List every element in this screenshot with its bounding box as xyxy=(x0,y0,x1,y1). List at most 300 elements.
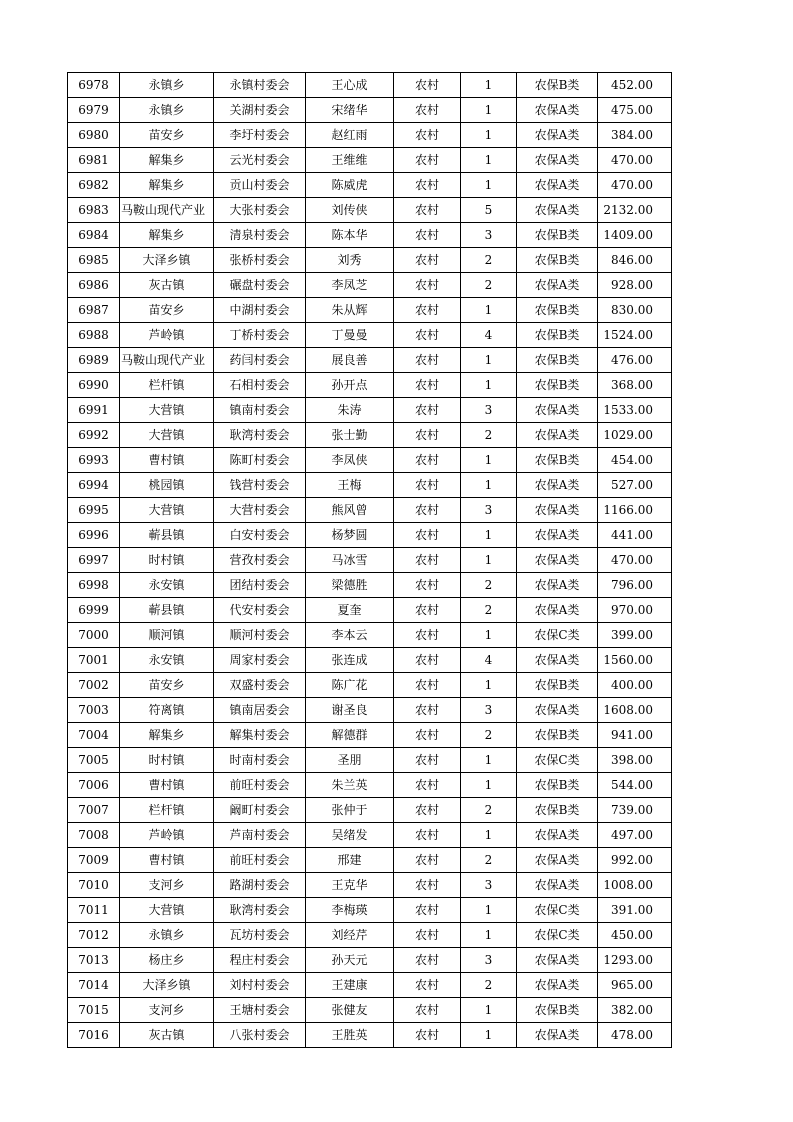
table-row xyxy=(68,748,672,773)
cell-member-count: 3 xyxy=(461,498,517,523)
cell-category: 农保B类 xyxy=(517,298,598,323)
table-row xyxy=(68,1023,672,1048)
cell-town: 曹村镇 xyxy=(120,448,214,473)
cell-person-name: 刘传侠 xyxy=(306,198,394,223)
cell-person-name: 王胜英 xyxy=(306,1023,394,1048)
cell-member-count: 5 xyxy=(461,198,517,223)
table-row xyxy=(68,648,672,673)
cell-person-name: 张健友 xyxy=(306,998,394,1023)
cell-town: 符离镇 xyxy=(120,698,214,723)
table-row xyxy=(68,223,672,248)
cell-category: 农保C类 xyxy=(517,898,598,923)
cell-amount: 450.00 xyxy=(598,923,672,948)
cell-category: 农保A类 xyxy=(517,148,598,173)
cell-person-name: 圣朋 xyxy=(306,748,394,773)
cell-member-count: 1 xyxy=(461,73,517,98)
cell-category: 农保B类 xyxy=(517,673,598,698)
cell-town: 大泽乡镇 xyxy=(120,973,214,998)
cell-household-type: 农村 xyxy=(394,623,461,648)
cell-amount: 965.00 xyxy=(598,973,672,998)
cell-category: 农保C类 xyxy=(517,623,598,648)
cell-amount: 796.00 xyxy=(598,573,672,598)
cell-serial-number: 6993 xyxy=(68,448,120,473)
cell-household-type: 农村 xyxy=(394,823,461,848)
cell-town: 时村镇 xyxy=(120,748,214,773)
table-row xyxy=(68,848,672,873)
cell-town: 芦岭镇 xyxy=(120,823,214,848)
cell-town: 马鞍山现代产业 xyxy=(120,198,214,223)
cell-amount: 527.00 xyxy=(598,473,672,498)
cell-serial-number: 7007 xyxy=(68,798,120,823)
cell-household-type: 农村 xyxy=(394,498,461,523)
cell-serial-number: 6989 xyxy=(68,348,120,373)
cell-serial-number: 7011 xyxy=(68,898,120,923)
cell-person-name: 展良善 xyxy=(306,348,394,373)
table-row xyxy=(68,273,672,298)
cell-village-committee: 丁桥村委会 xyxy=(214,323,306,348)
cell-household-type: 农村 xyxy=(394,73,461,98)
cell-person-name: 李凤芝 xyxy=(306,273,394,298)
cell-category: 农保A类 xyxy=(517,473,598,498)
cell-amount: 1008.00 xyxy=(598,873,672,898)
cell-village-committee: 大营村委会 xyxy=(214,498,306,523)
table-row xyxy=(68,248,672,273)
cell-person-name: 李梅瑛 xyxy=(306,898,394,923)
table-row xyxy=(68,398,672,423)
cell-serial-number: 6981 xyxy=(68,148,120,173)
cell-village-committee: 团结村委会 xyxy=(214,573,306,598)
cell-person-name: 赵红雨 xyxy=(306,123,394,148)
cell-member-count: 2 xyxy=(461,848,517,873)
cell-member-count: 2 xyxy=(461,423,517,448)
cell-amount: 400.00 xyxy=(598,673,672,698)
cell-household-type: 农村 xyxy=(394,548,461,573)
cell-person-name: 王梅 xyxy=(306,473,394,498)
cell-person-name: 李凤侠 xyxy=(306,448,394,473)
cell-serial-number: 7012 xyxy=(68,923,120,948)
cell-serial-number: 7004 xyxy=(68,723,120,748)
cell-village-committee: 李圩村委会 xyxy=(214,123,306,148)
cell-category: 农保A类 xyxy=(517,198,598,223)
cell-village-committee: 清泉村委会 xyxy=(214,223,306,248)
cell-serial-number: 7010 xyxy=(68,873,120,898)
cell-serial-number: 6985 xyxy=(68,248,120,273)
cell-village-committee: 解集村委会 xyxy=(214,723,306,748)
cell-village-committee: 钱营村委会 xyxy=(214,473,306,498)
cell-household-type: 农村 xyxy=(394,748,461,773)
table-row xyxy=(68,823,672,848)
cell-amount: 739.00 xyxy=(598,798,672,823)
cell-household-type: 农村 xyxy=(394,573,461,598)
cell-village-committee: 前旺村委会 xyxy=(214,848,306,873)
cell-member-count: 1 xyxy=(461,998,517,1023)
cell-household-type: 农村 xyxy=(394,798,461,823)
data-table xyxy=(67,72,672,1048)
cell-household-type: 农村 xyxy=(394,448,461,473)
cell-town: 大营镇 xyxy=(120,498,214,523)
cell-amount: 1608.00 xyxy=(598,698,672,723)
cell-amount: 1166.00 xyxy=(598,498,672,523)
cell-serial-number: 6996 xyxy=(68,523,120,548)
cell-category: 农保A类 xyxy=(517,598,598,623)
cell-person-name: 王维维 xyxy=(306,148,394,173)
cell-member-count: 1 xyxy=(461,448,517,473)
cell-serial-number: 6984 xyxy=(68,223,120,248)
table-row xyxy=(68,973,672,998)
table-row xyxy=(68,623,672,648)
cell-category: 农保B类 xyxy=(517,323,598,348)
cell-village-committee: 阚町村委会 xyxy=(214,798,306,823)
cell-member-count: 1 xyxy=(461,348,517,373)
cell-member-count: 1 xyxy=(461,123,517,148)
cell-person-name: 朱兰英 xyxy=(306,773,394,798)
cell-serial-number: 7006 xyxy=(68,773,120,798)
cell-town: 时村镇 xyxy=(120,548,214,573)
cell-person-name: 王心成 xyxy=(306,73,394,98)
cell-serial-number: 7013 xyxy=(68,948,120,973)
cell-household-type: 农村 xyxy=(394,323,461,348)
cell-village-committee: 药闫村委会 xyxy=(214,348,306,373)
cell-amount: 970.00 xyxy=(598,598,672,623)
cell-household-type: 农村 xyxy=(394,473,461,498)
cell-person-name: 马冰雪 xyxy=(306,548,394,573)
table-row xyxy=(68,123,672,148)
cell-amount: 1029.00 xyxy=(598,423,672,448)
cell-serial-number: 6994 xyxy=(68,473,120,498)
cell-village-committee: 王塘村委会 xyxy=(214,998,306,1023)
cell-household-type: 农村 xyxy=(394,698,461,723)
cell-member-count: 2 xyxy=(461,248,517,273)
cell-serial-number: 7003 xyxy=(68,698,120,723)
table-row xyxy=(68,98,672,123)
cell-serial-number: 6999 xyxy=(68,598,120,623)
cell-household-type: 农村 xyxy=(394,648,461,673)
cell-amount: 454.00 xyxy=(598,448,672,473)
cell-person-name: 杨梦圆 xyxy=(306,523,394,548)
cell-member-count: 1 xyxy=(461,473,517,498)
cell-household-type: 农村 xyxy=(394,998,461,1023)
cell-category: 农保A类 xyxy=(517,173,598,198)
cell-village-committee: 永镇村委会 xyxy=(214,73,306,98)
cell-serial-number: 6982 xyxy=(68,173,120,198)
cell-village-committee: 双盛村委会 xyxy=(214,673,306,698)
cell-town: 灰古镇 xyxy=(120,273,214,298)
table-row xyxy=(68,298,672,323)
cell-village-committee: 芦南村委会 xyxy=(214,823,306,848)
cell-household-type: 农村 xyxy=(394,723,461,748)
cell-village-committee: 云光村委会 xyxy=(214,148,306,173)
cell-amount: 846.00 xyxy=(598,248,672,273)
cell-household-type: 农村 xyxy=(394,123,461,148)
cell-category: 农保A类 xyxy=(517,423,598,448)
cell-household-type: 农村 xyxy=(394,348,461,373)
cell-member-count: 1 xyxy=(461,623,517,648)
cell-town: 蕲县镇 xyxy=(120,523,214,548)
cell-serial-number: 7002 xyxy=(68,673,120,698)
cell-household-type: 农村 xyxy=(394,223,461,248)
cell-category: 农保B类 xyxy=(517,773,598,798)
cell-category: 农保A类 xyxy=(517,98,598,123)
cell-serial-number: 6986 xyxy=(68,273,120,298)
cell-category: 农保A类 xyxy=(517,498,598,523)
cell-household-type: 农村 xyxy=(394,973,461,998)
cell-person-name: 吴绪发 xyxy=(306,823,394,848)
cell-amount: 1560.00 xyxy=(598,648,672,673)
cell-amount: 941.00 xyxy=(598,723,672,748)
cell-serial-number: 6980 xyxy=(68,123,120,148)
cell-serial-number: 6995 xyxy=(68,498,120,523)
cell-village-committee: 前旺村委会 xyxy=(214,773,306,798)
cell-amount: 470.00 xyxy=(598,548,672,573)
cell-town: 支河乡 xyxy=(120,873,214,898)
cell-town: 栏杆镇 xyxy=(120,798,214,823)
table-row xyxy=(68,573,672,598)
table-row xyxy=(68,148,672,173)
cell-town: 解集乡 xyxy=(120,223,214,248)
cell-member-count: 1 xyxy=(461,773,517,798)
cell-town: 大营镇 xyxy=(120,423,214,448)
cell-village-committee: 瓦坊村委会 xyxy=(214,923,306,948)
cell-town: 解集乡 xyxy=(120,148,214,173)
cell-member-count: 2 xyxy=(461,273,517,298)
cell-amount: 1409.00 xyxy=(598,223,672,248)
cell-town: 曹村镇 xyxy=(120,773,214,798)
cell-member-count: 1 xyxy=(461,148,517,173)
cell-village-committee: 关湖村委会 xyxy=(214,98,306,123)
cell-member-count: 3 xyxy=(461,698,517,723)
cell-serial-number: 6998 xyxy=(68,573,120,598)
cell-serial-number: 6979 xyxy=(68,98,120,123)
cell-member-count: 1 xyxy=(461,1023,517,1048)
table-row xyxy=(68,73,672,98)
cell-amount: 1533.00 xyxy=(598,398,672,423)
cell-town: 解集乡 xyxy=(120,173,214,198)
cell-amount: 441.00 xyxy=(598,523,672,548)
cell-member-count: 4 xyxy=(461,648,517,673)
cell-member-count: 2 xyxy=(461,573,517,598)
cell-serial-number: 7001 xyxy=(68,648,120,673)
cell-amount: 478.00 xyxy=(598,1023,672,1048)
cell-member-count: 2 xyxy=(461,598,517,623)
table-row xyxy=(68,898,672,923)
cell-town: 灰古镇 xyxy=(120,1023,214,1048)
cell-serial-number: 6978 xyxy=(68,73,120,98)
cell-member-count: 2 xyxy=(461,798,517,823)
cell-person-name: 夏奎 xyxy=(306,598,394,623)
cell-village-committee: 大张村委会 xyxy=(214,198,306,223)
cell-member-count: 3 xyxy=(461,398,517,423)
table-row xyxy=(68,923,672,948)
cell-person-name: 邢建 xyxy=(306,848,394,873)
cell-household-type: 农村 xyxy=(394,173,461,198)
cell-household-type: 农村 xyxy=(394,923,461,948)
cell-village-committee: 八张村委会 xyxy=(214,1023,306,1048)
cell-person-name: 陈广花 xyxy=(306,673,394,698)
cell-member-count: 2 xyxy=(461,973,517,998)
table-row xyxy=(68,873,672,898)
cell-category: 农保A类 xyxy=(517,848,598,873)
cell-village-committee: 时南村委会 xyxy=(214,748,306,773)
cell-household-type: 农村 xyxy=(394,848,461,873)
cell-person-name: 梁德胜 xyxy=(306,573,394,598)
table-row xyxy=(68,448,672,473)
cell-household-type: 农村 xyxy=(394,523,461,548)
table-row xyxy=(68,723,672,748)
table-row xyxy=(68,673,672,698)
table-row xyxy=(68,773,672,798)
table-row xyxy=(68,548,672,573)
cell-member-count: 3 xyxy=(461,873,517,898)
cell-amount: 470.00 xyxy=(598,173,672,198)
cell-village-committee: 贡山村委会 xyxy=(214,173,306,198)
cell-village-committee: 顺河村委会 xyxy=(214,623,306,648)
cell-serial-number: 7015 xyxy=(68,998,120,1023)
cell-member-count: 1 xyxy=(461,748,517,773)
cell-amount: 2132.00 xyxy=(598,198,672,223)
cell-household-type: 农村 xyxy=(394,148,461,173)
cell-household-type: 农村 xyxy=(394,873,461,898)
cell-village-committee: 刘村村委会 xyxy=(214,973,306,998)
cell-person-name: 张仲于 xyxy=(306,798,394,823)
cell-village-committee: 代安村委会 xyxy=(214,598,306,623)
cell-person-name: 王建康 xyxy=(306,973,394,998)
cell-village-committee: 白安村委会 xyxy=(214,523,306,548)
cell-village-committee: 耿湾村委会 xyxy=(214,423,306,448)
cell-category: 农保A类 xyxy=(517,873,598,898)
cell-town: 永镇乡 xyxy=(120,73,214,98)
cell-category: 农保A类 xyxy=(517,573,598,598)
cell-village-committee: 营孜村委会 xyxy=(214,548,306,573)
cell-village-committee: 碾盘村委会 xyxy=(214,273,306,298)
cell-serial-number: 7009 xyxy=(68,848,120,873)
cell-person-name: 刘经芹 xyxy=(306,923,394,948)
cell-serial-number: 6992 xyxy=(68,423,120,448)
cell-serial-number: 6991 xyxy=(68,398,120,423)
cell-household-type: 农村 xyxy=(394,98,461,123)
cell-village-committee: 陈町村委会 xyxy=(214,448,306,473)
cell-member-count: 3 xyxy=(461,223,517,248)
cell-town: 永镇乡 xyxy=(120,923,214,948)
cell-category: 农保A类 xyxy=(517,698,598,723)
cell-member-count: 1 xyxy=(461,373,517,398)
cell-person-name: 陈威虎 xyxy=(306,173,394,198)
cell-village-committee: 镇南村委会 xyxy=(214,398,306,423)
cell-category: 农保B类 xyxy=(517,373,598,398)
cell-amount: 399.00 xyxy=(598,623,672,648)
cell-member-count: 3 xyxy=(461,948,517,973)
table-row xyxy=(68,698,672,723)
cell-category: 农保B类 xyxy=(517,248,598,273)
cell-category: 农保A类 xyxy=(517,823,598,848)
cell-household-type: 农村 xyxy=(394,773,461,798)
cell-village-committee: 张桥村委会 xyxy=(214,248,306,273)
cell-member-count: 2 xyxy=(461,723,517,748)
cell-town: 桃园镇 xyxy=(120,473,214,498)
cell-serial-number: 7000 xyxy=(68,623,120,648)
cell-person-name: 孙天元 xyxy=(306,948,394,973)
cell-category: 农保A类 xyxy=(517,973,598,998)
cell-category: 农保A类 xyxy=(517,548,598,573)
cell-amount: 391.00 xyxy=(598,898,672,923)
cell-member-count: 1 xyxy=(461,923,517,948)
cell-category: 农保A类 xyxy=(517,123,598,148)
cell-category: 农保C类 xyxy=(517,923,598,948)
cell-person-name: 丁曼曼 xyxy=(306,323,394,348)
cell-town: 马鞍山现代产业 xyxy=(120,348,214,373)
cell-serial-number: 7008 xyxy=(68,823,120,848)
cell-town: 顺河镇 xyxy=(120,623,214,648)
cell-serial-number: 6987 xyxy=(68,298,120,323)
cell-village-committee: 周家村委会 xyxy=(214,648,306,673)
cell-person-name: 朱涛 xyxy=(306,398,394,423)
cell-town: 永安镇 xyxy=(120,573,214,598)
cell-amount: 398.00 xyxy=(598,748,672,773)
cell-category: 农保A类 xyxy=(517,523,598,548)
cell-town: 大营镇 xyxy=(120,898,214,923)
cell-category: 农保C类 xyxy=(517,748,598,773)
cell-town: 苗安乡 xyxy=(120,673,214,698)
cell-village-committee: 石相村委会 xyxy=(214,373,306,398)
cell-household-type: 农村 xyxy=(394,423,461,448)
cell-town: 曹村镇 xyxy=(120,848,214,873)
cell-household-type: 农村 xyxy=(394,398,461,423)
cell-serial-number: 6983 xyxy=(68,198,120,223)
table-body xyxy=(68,73,672,1048)
cell-amount: 476.00 xyxy=(598,348,672,373)
cell-category: 农保A类 xyxy=(517,648,598,673)
cell-person-name: 孙开点 xyxy=(306,373,394,398)
cell-serial-number: 7014 xyxy=(68,973,120,998)
cell-member-count: 1 xyxy=(461,173,517,198)
cell-serial-number: 7005 xyxy=(68,748,120,773)
table-row xyxy=(68,798,672,823)
cell-amount: 1524.00 xyxy=(598,323,672,348)
cell-town: 永镇乡 xyxy=(120,98,214,123)
cell-amount: 992.00 xyxy=(598,848,672,873)
cell-amount: 384.00 xyxy=(598,123,672,148)
cell-person-name: 朱从辉 xyxy=(306,298,394,323)
cell-person-name: 熊风曾 xyxy=(306,498,394,523)
table-row xyxy=(68,323,672,348)
cell-town: 苗安乡 xyxy=(120,123,214,148)
cell-household-type: 农村 xyxy=(394,273,461,298)
cell-town: 永安镇 xyxy=(120,648,214,673)
cell-member-count: 1 xyxy=(461,823,517,848)
table-row xyxy=(68,198,672,223)
table-row xyxy=(68,473,672,498)
cell-category: 农保A类 xyxy=(517,398,598,423)
cell-category: 农保B类 xyxy=(517,723,598,748)
cell-amount: 470.00 xyxy=(598,148,672,173)
table-row xyxy=(68,173,672,198)
cell-category: 农保A类 xyxy=(517,273,598,298)
cell-category: 农保B类 xyxy=(517,798,598,823)
cell-person-name: 王克华 xyxy=(306,873,394,898)
cell-amount: 928.00 xyxy=(598,273,672,298)
cell-amount: 1293.00 xyxy=(598,948,672,973)
cell-town: 杨庄乡 xyxy=(120,948,214,973)
cell-village-committee: 程庄村委会 xyxy=(214,948,306,973)
cell-serial-number: 6988 xyxy=(68,323,120,348)
cell-amount: 544.00 xyxy=(598,773,672,798)
table-row xyxy=(68,598,672,623)
cell-household-type: 农村 xyxy=(394,673,461,698)
cell-town: 大营镇 xyxy=(120,398,214,423)
cell-amount: 452.00 xyxy=(598,73,672,98)
cell-person-name: 李本云 xyxy=(306,623,394,648)
cell-household-type: 农村 xyxy=(394,598,461,623)
cell-member-count: 1 xyxy=(461,98,517,123)
